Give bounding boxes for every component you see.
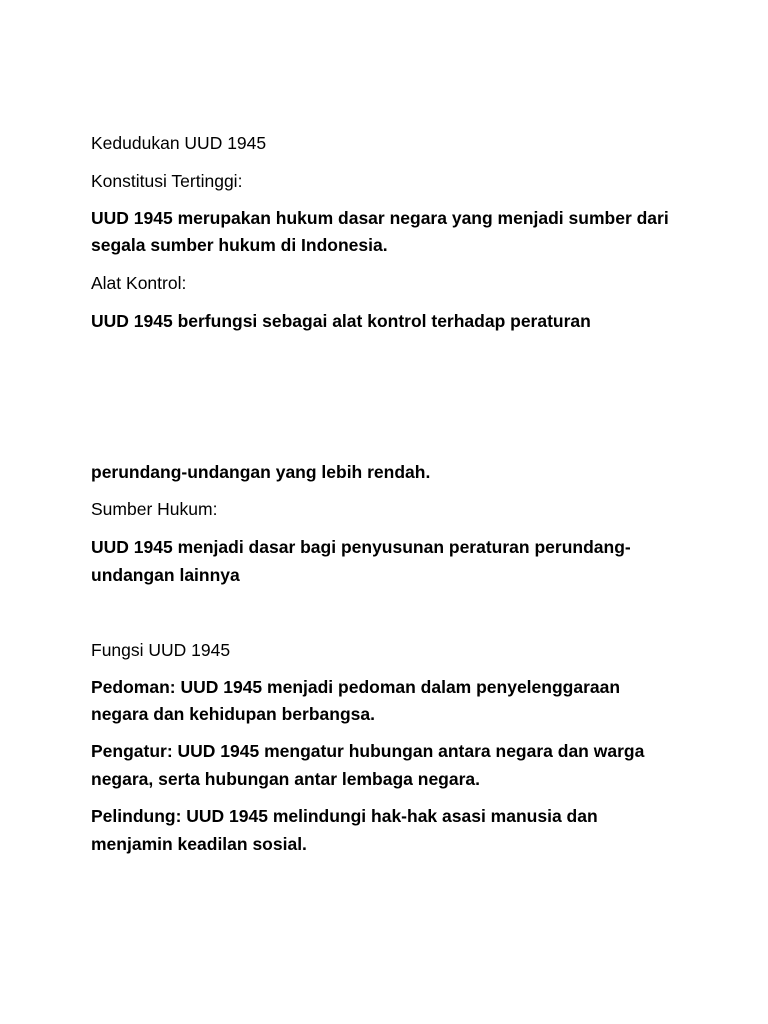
item-label-alat-kontrol: Alat Kontrol: (91, 273, 187, 293)
paragraph-pengatur-line1: Pengatur: UUD 1945 mengatur hubungan antara negara dan warga (91, 741, 645, 761)
paragraph-sumber-hukum-line2: undangan lainnya (91, 565, 240, 585)
paragraph-alat-kontrol-line1: UUD 1945 berfungsi sebagai alat kontrol terhadap peraturan (91, 311, 591, 331)
item-label-sumber-hukum: Sumber Hukum: (91, 499, 218, 519)
section-title-kedudukan: Kedudukan UUD 1945 (91, 133, 267, 153)
paragraph-sumber-hukum-line1: UUD 1945 menjadi dasar bagi penyusunan peraturan perundang- (91, 537, 631, 557)
section-title-fungsi: Fungsi UUD 1945 (91, 640, 231, 660)
paragraph-pelindung-line2: menjamin keadilan sosial. (91, 834, 307, 854)
paragraph-alat-kontrol-line2: perundang-undangan yang lebih rendah. (91, 462, 431, 482)
item-label-konstitusi: Konstitusi Tertinggi: (91, 171, 243, 191)
paragraph-pengatur-line2: negara, serta hubungan antar lembaga negara. (91, 769, 480, 789)
paragraph-konstitusi-line2: segala sumber hukum di Indonesia. (91, 235, 388, 255)
paragraph-pedoman-line2: negara dan kehidupan berbangsa. (91, 704, 375, 724)
paragraph-konstitusi-line1: UUD 1945 merupakan hukum dasar negara yang menjadi sumber dari (91, 208, 669, 228)
paragraph-pelindung-line1: Pelindung: UUD 1945 melindungi hak-hak asasi manusia dan (91, 806, 598, 826)
paragraph-pedoman-line1: Pedoman: UUD 1945 menjadi pedoman dalam penyelenggaraan (91, 677, 621, 697)
